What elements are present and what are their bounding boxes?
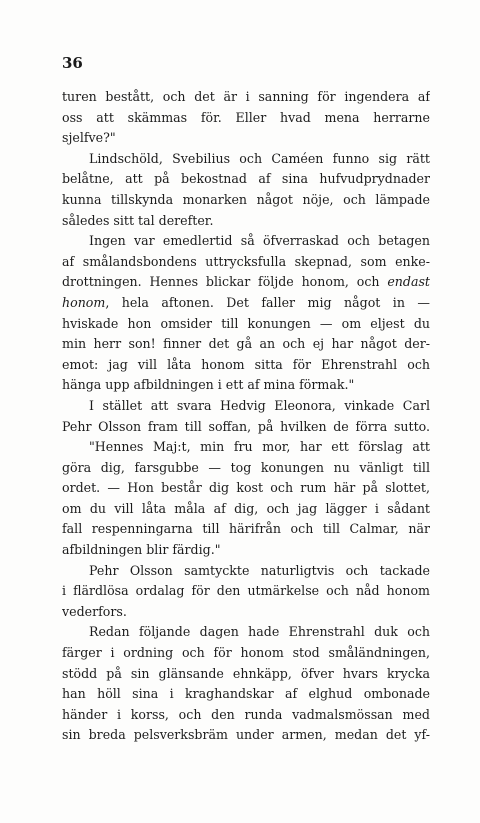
line-text: färger i ordning och för honom stod småländningen,: [62, 645, 430, 661]
text-line: [62, 437, 430, 458]
text-line: [62, 581, 430, 602]
text-line: [62, 108, 430, 129]
line-text: emot: jag vill låta honom sitta för Ehrenstrahl och: [62, 356, 430, 372]
text-line: [62, 561, 430, 582]
line-text: händer i korss, och den runda vadmalsmössan med: [62, 706, 430, 722]
text-line: [62, 417, 430, 438]
text-line: [62, 643, 430, 664]
text-line: [62, 519, 430, 540]
line-text: stödd på sin glänsande ehnkäpp, öfver hvars krycka: [62, 665, 430, 681]
line-text: kunna tillskynda monarken något nöje, och lämpade: [62, 191, 430, 207]
text-line: [62, 314, 430, 335]
line-text: oss att skämmas för. Eller hvad mena herrarne: [62, 109, 430, 125]
italic-word: endast: [387, 274, 430, 290]
line-text: om du vill låta måla af dig, och jag lägger i sådant: [62, 500, 430, 516]
text-line: [62, 169, 430, 190]
line-text: "Hennes Maj:t, min fru mor, har ett förslag att: [89, 439, 430, 455]
page-number: 36: [62, 54, 83, 72]
line-text: Lindschöld, Svebilius och Caméen funno sig rätt: [89, 150, 430, 166]
text-line: [62, 375, 430, 396]
line-text: vederfors.: [62, 603, 127, 619]
line-text: drottningen. Hennes blickar följde honom, och: [62, 274, 380, 290]
line-text: belåtne, att på bekostnad af sina hufvudprydnader: [62, 171, 430, 187]
line-text: turen bestått, och det är i sanning för ingendera af: [62, 89, 430, 104]
text-line: [62, 87, 430, 108]
line-text: han höll sina i kraghandskar af elghud ombonade: [62, 686, 430, 702]
line-text: sjelfve?": [62, 130, 116, 146]
line-text: sin breda pelsverksbräm under armen, medan det yf-: [62, 727, 430, 743]
text-line: [62, 664, 430, 685]
line-text: min herr son! finner det gå an och ej har något der-: [62, 336, 430, 352]
line-text: fall respenningarna till härifrån och till Calmar, när: [62, 521, 430, 537]
text-line: [62, 190, 430, 211]
text-line: [62, 293, 430, 314]
text-line: [62, 684, 430, 705]
text-line: [62, 499, 430, 520]
text-line: [62, 334, 430, 355]
line-text: Redan följande dagen hade Ehrenstrahl duk och: [89, 624, 430, 640]
text-line: [62, 252, 430, 273]
line-text: Ingen var emedlertid så öfverraskad och betagen: [89, 233, 430, 249]
text-line: [62, 705, 430, 726]
text-line: [62, 211, 430, 232]
line-text: Pehr Olsson samtyckte naturligtvis och tackade: [89, 562, 430, 578]
text-line: [62, 478, 430, 499]
text-line: [62, 725, 430, 746]
line-text: , hela aftonen. Det faller mig något in —: [105, 294, 430, 310]
line-text: ordet. — Hon består dig kost och rum här på slottet,: [62, 480, 430, 496]
line-text: Pehr Olsson fram till soffan, på hvilken de förra sutto.: [62, 418, 430, 434]
text-line: [62, 231, 430, 252]
line-text: således sitt tal derefter.: [62, 212, 214, 228]
line-text: hänga upp afbildningen i ett af mina förmak.": [62, 377, 355, 393]
text-line: [62, 128, 430, 149]
line-text: af smålandsbondens uttrycksfulla skepnad, som enke-: [62, 253, 430, 269]
text-line: [62, 458, 430, 479]
text-line: [62, 149, 430, 170]
text-line: [62, 272, 430, 293]
line-text: göra dig, farsgubbe — tog konungen nu vänligt till: [62, 459, 430, 475]
line-text: i flärdlösa ordalag för den utmärkelse och nåd honom: [62, 583, 430, 599]
italic-word: honom: [62, 294, 106, 310]
text-line: [62, 622, 430, 643]
text-line: [62, 540, 430, 561]
line-text: afbildningen blir färdig.": [62, 542, 221, 558]
text-line: [62, 396, 430, 417]
body-text: [62, 87, 430, 746]
text-line: [62, 355, 430, 376]
text-line: [62, 602, 430, 623]
line-text: I stället att svara Hedvig Eleonora, vinkade Carl: [89, 397, 430, 413]
line-text: hviskade hon omsider till konungen — om eljest du: [62, 315, 430, 331]
